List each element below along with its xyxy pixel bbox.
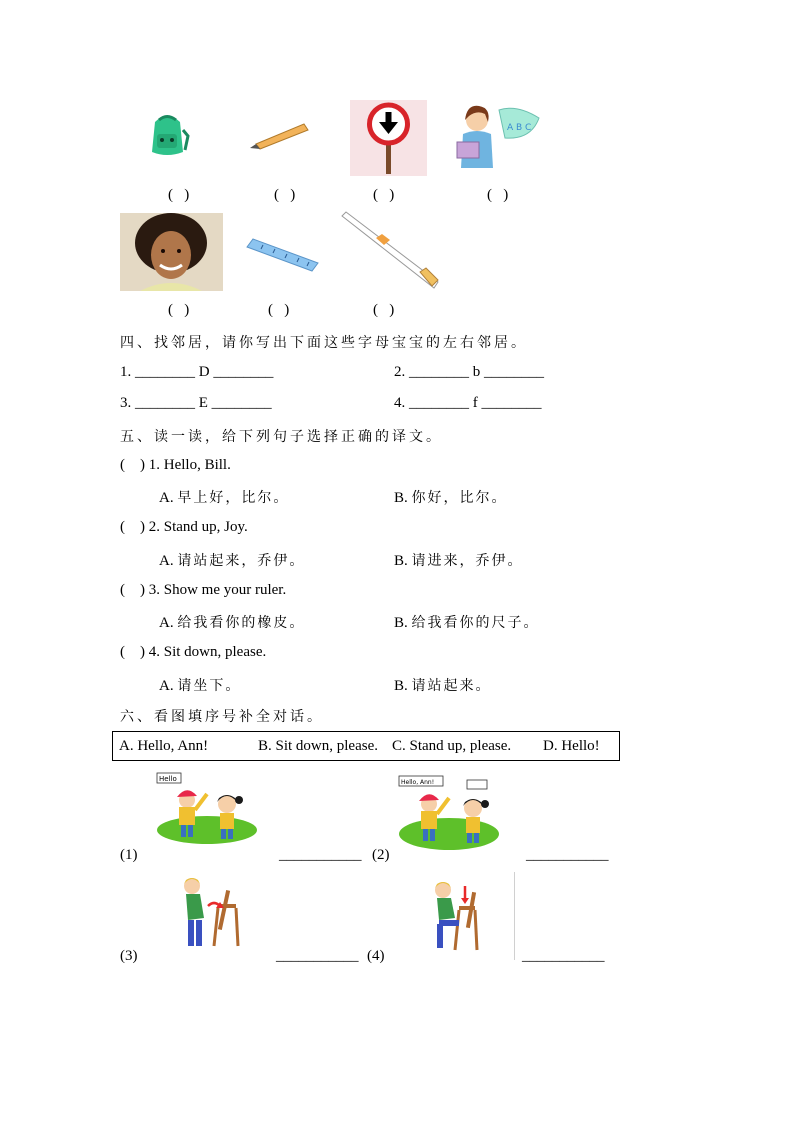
pencil-icon [248,120,310,150]
question-4[interactable]: ( ) 4. Sit down, please. [120,644,267,660]
question-3-option-b[interactable]: B. 给我看你的尺子。 [394,615,540,631]
neighbor-item-4[interactable]: 4. ________ f ________ [394,395,542,411]
option-d: D. Hello! [543,738,600,754]
options-box [112,731,620,761]
blank-num-3: (3) [120,948,138,964]
question-1[interactable]: ( ) 1. Hello, Bill. [120,457,231,473]
divider-line [514,872,515,960]
sit-down-scene [425,880,481,954]
answer-blank-3[interactable]: ___________ [276,948,359,964]
question-2[interactable]: ( ) 2. Stand up, Joy. [120,519,248,535]
board-letters: A B C [507,123,532,133]
question-2-option-b[interactable]: B. 请进来，乔伊。 [394,553,524,569]
speech-bubble-1: Hello [159,775,177,783]
pen-icon [338,210,442,292]
greeting-scene-2 [397,770,501,854]
girl-photo-icon [120,213,223,291]
option-a: A. Hello, Ann! [119,738,209,754]
answer-paren-7[interactable]: ( ) [373,302,395,318]
section5-title: 五、读一读，给下列句子选择正确的译文。 [120,429,443,445]
blank-num-2: (2) [372,847,390,863]
blank-num-4: (4) [367,948,385,964]
answer-paren-1[interactable]: ( ) [168,187,190,203]
question-1-option-a[interactable]: A. 早上好，比尔。 [159,490,290,506]
ruler-icon [245,237,320,273]
section6-title: 六、看图填序号补全对话。 [120,709,324,725]
speech-bubble-2: Hello, Ann! [401,779,435,786]
section4-title: 四、找邻居，请你写出下面这些字母宝宝的左右邻居。 [120,335,528,351]
neighbor-item-1[interactable]: 1. ________ D ________ [120,364,274,380]
answer-blank-4[interactable]: ___________ [522,948,605,964]
neighbor-item-2[interactable]: 2. ________ b ________ [394,364,544,380]
road-sign-icon [350,100,427,176]
teacher-icon [455,100,543,170]
answer-paren-2[interactable]: ( ) [274,187,296,203]
answer-blank-2[interactable]: ___________ [526,847,609,863]
question-4-option-b[interactable]: B. 请站起来。 [394,678,492,694]
answer-paren-4[interactable]: ( ) [487,187,509,203]
answer-paren-3[interactable]: ( ) [373,187,395,203]
option-c: C. Stand up, please. [392,738,512,754]
question-1-option-b[interactable]: B. 你好，比尔。 [394,490,508,506]
question-3-option-a[interactable]: A. 给我看你的橡皮。 [159,615,306,631]
stand-up-scene [178,876,243,952]
neighbor-item-3[interactable]: 3. ________ E ________ [120,395,272,411]
answer-paren-5[interactable]: ( ) [168,302,190,318]
option-b: B. Sit down, please. [258,738,378,754]
blank-num-1: (1) [120,847,138,863]
question-3[interactable]: ( ) 3. Show me your ruler. [120,582,287,598]
question-4-option-a[interactable]: A. 请坐下。 [159,678,242,694]
greeting-scene-1 [155,770,259,846]
answer-paren-6[interactable]: ( ) [268,302,290,318]
schoolbag-icon [145,110,190,158]
answer-blank-1[interactable]: ___________ [279,847,362,863]
question-2-option-a[interactable]: A. 请站起来，乔伊。 [159,553,306,569]
